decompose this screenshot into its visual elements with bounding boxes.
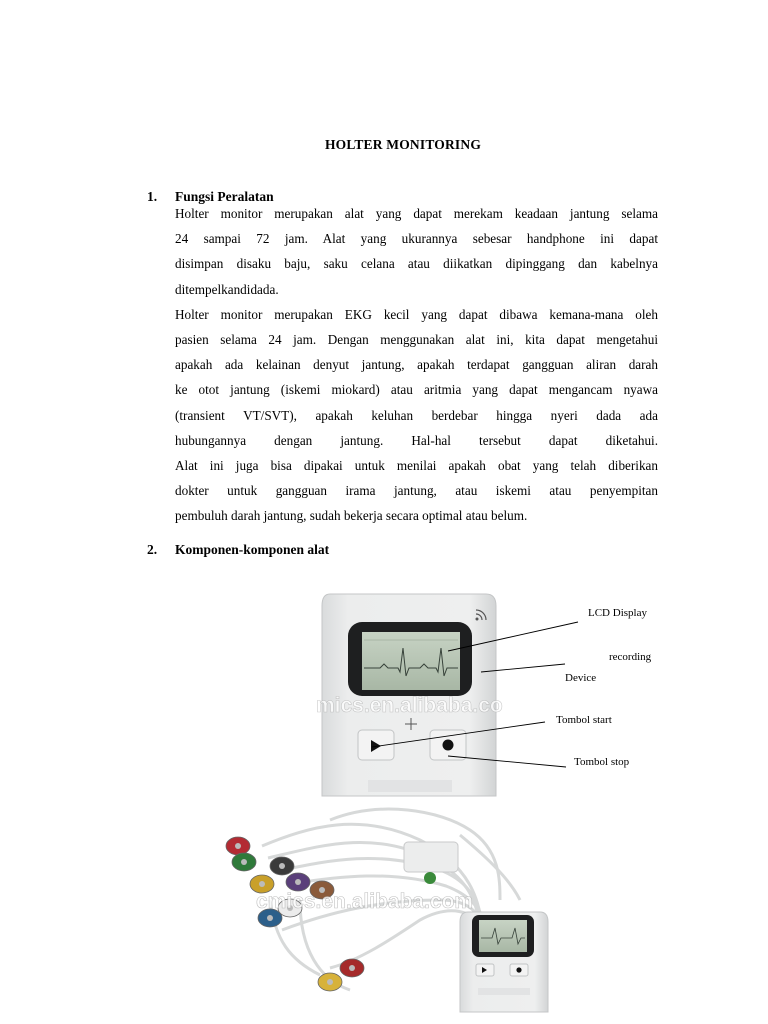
body-line: Holter monitor merupakan alat yang dapat merekam keadaan jantung selama <box>175 206 658 221</box>
watermark: cmics.en.alibaba.com <box>256 890 474 913</box>
page-title: HOLTER MONITORING <box>324 137 482 152</box>
body-line: dokter untuk gangguan irama jantung, atau iskemi atau penyempitan <box>175 483 658 499</box>
body-line: disimpan disaku baju, saku celana atau diikatkan dipinggang dan kabelnya <box>175 256 658 272</box>
body-line: (transient VT/SVT), apakah keluhan berdebar hingga nyeri dada ada <box>175 407 658 423</box>
label-lcd-display: LCD Display <box>588 607 647 619</box>
body-line: Holter monitor merupakan EKG kecil yang dapat dibawa kemana-mana oleh <box>175 306 658 322</box>
body-line: Alat ini juga bisa dipakai untuk menilai apakah obat yang telah diberikan <box>175 457 658 473</box>
body-line: apakah ada kelainan denyut jantung, apakah terdapat gangguan aliran darah <box>175 357 658 373</box>
section-2-heading: Komponen-komponen alat <box>175 542 330 557</box>
label-recording: recording <box>609 651 652 663</box>
label-tombol-stop: Tombol stop <box>574 756 630 768</box>
section-2-number: 2. <box>147 542 158 557</box>
watermark: mics.en.alibaba.co <box>316 694 503 717</box>
body-line: hubungannya dengan jantung. Hal-hal tersebut dapat diketahui. <box>175 432 658 448</box>
body-line: 24 sampai 72 jam. Alat yang ukurannya sebesar handphone ini dapat <box>175 231 658 247</box>
section-1-heading: Fungsi Peralatan <box>175 189 274 204</box>
label-tombol-start: Tombol start <box>556 714 612 726</box>
body-line: ke otot jantung (iskemi miokard) atau aritmia yang dapat mengancam nyawa <box>175 382 658 398</box>
label-device: Device <box>565 672 597 684</box>
body-line: pembuluh darah jantung, sudah bekerja secara optimal atau belum. <box>175 508 528 524</box>
body-line: pasien selama 24 jam. Dengan menggunakan alat ini, kita dapat mengetahui <box>175 331 658 347</box>
body-line: ditempelkandidada. <box>175 281 279 297</box>
section-1-number: 1. <box>147 189 158 204</box>
